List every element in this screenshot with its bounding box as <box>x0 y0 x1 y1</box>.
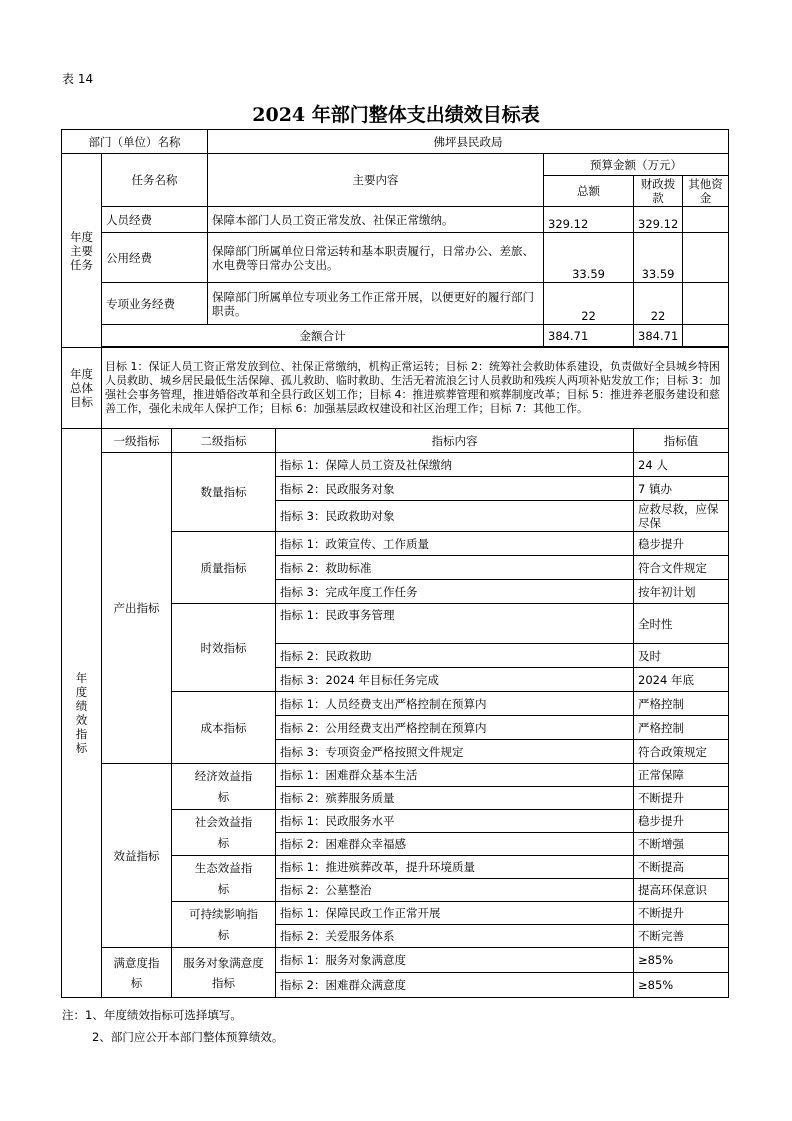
task-other <box>683 283 729 325</box>
indicator-value: 稳步提升 <box>634 532 729 556</box>
indicator-value: 提高环保意识 <box>634 879 729 902</box>
task-other <box>683 207 729 233</box>
indicator-row <box>62 453 729 477</box>
task-name: 专项业务经费 <box>102 283 208 325</box>
indicator-content: 指标 1：服务对象满意度 <box>276 948 634 973</box>
output-label: 产出指标 <box>102 453 172 764</box>
sum-other <box>683 325 729 347</box>
indicator-content: 指标 1：政策宣传、工作质量 <box>276 532 634 556</box>
indicator-value: 不断提升 <box>634 902 729 925</box>
note-item: 2、部门应公开本部门整体预算绩效。 <box>92 1030 284 1044</box>
indicator-content: 指标 3：专项资金严格按照文件规定 <box>276 740 634 764</box>
dept-value: 佛坪县民政局 <box>208 130 729 154</box>
overall-goal-label: 年度总体目标 <box>62 348 102 429</box>
timeliness-label: 时效指标 <box>172 604 276 692</box>
indicator-value: 24 人 <box>634 453 729 477</box>
quality-label: 质量指标 <box>172 532 276 604</box>
task-fiscal: 33.59 <box>634 233 683 283</box>
page-label: 表 14 <box>62 72 94 86</box>
task-row <box>62 233 729 283</box>
indicator-value: 不断提高 <box>634 856 729 879</box>
task-total: 329.12 <box>544 207 634 233</box>
page-title: 2024 年部门整体支出绩效目标表 <box>252 104 540 126</box>
sum-fiscal: 384.71 <box>634 325 683 347</box>
indicators-section-label: 年度绩效指标 <box>62 429 102 998</box>
sum-total: 384.71 <box>544 325 634 347</box>
indicator-content: 指标 1：保障人员工资及社保缴纳 <box>276 453 634 477</box>
task-row <box>62 207 729 233</box>
performance-target-table <box>61 129 729 998</box>
indicator-content: 指标 2：公用经费支出严格控制在预算内 <box>276 716 634 740</box>
indicator-content: 指标 3：完成年度工作任务 <box>276 580 634 604</box>
col-indicator-content: 指标内容 <box>276 429 634 453</box>
note-item: 注：1、年度绩效指标可选择填写。 <box>62 1008 242 1022</box>
task-name: 公用经费 <box>102 233 208 283</box>
indicator-content: 指标 1：推进殡葬改革，提升环境质量 <box>276 856 634 879</box>
indicator-value: 正常保障 <box>634 764 729 787</box>
col-indicator-value: 指标值 <box>634 429 729 453</box>
indicator-content: 指标 3：民政救助对象 <box>276 501 634 532</box>
indicator-value: 符合政策规定 <box>634 740 729 764</box>
indicator-value: 按年初计划 <box>634 580 729 604</box>
indicator-content: 指标 2：救助标准 <box>276 556 634 580</box>
indicator-value: 不断提升 <box>634 787 729 810</box>
indicator-value: 严格控制 <box>634 716 729 740</box>
task-total: 33.59 <box>544 233 634 283</box>
sum-label: 金额合计 <box>102 325 544 347</box>
indicator-row <box>62 764 729 787</box>
indicator-content: 指标 1：保障民政工作正常开展 <box>276 902 634 925</box>
satisfaction-l2-label: 服务对象满意度指标 <box>172 948 276 998</box>
task-content: 保障部门所属单位专项业务工作正常开展，以便更好的履行部门职责。 <box>208 283 544 325</box>
notes <box>62 1004 283 1048</box>
indicator-value: 符合文件规定 <box>634 556 729 580</box>
indicator-content: 指标 3：2024 年目标任务完成 <box>276 668 634 692</box>
col-total: 总额 <box>544 176 634 207</box>
task-total: 22 <box>544 283 634 325</box>
indicator-value: 全时性 <box>634 604 729 644</box>
sustainable-label: 可持续影响指标 <box>172 902 276 948</box>
dept-label: 部门（单位）名称 <box>62 130 208 154</box>
indicator-value: 不断完善 <box>634 925 729 948</box>
indicator-value: 7 镇办 <box>634 477 729 501</box>
indicator-row <box>62 948 729 973</box>
indicator-content: 指标 1：困难群众基本生活 <box>276 764 634 787</box>
indicator-content: 指标 2：困难群众满意度 <box>276 973 634 998</box>
col-l2: 二级指标 <box>172 429 276 453</box>
indicator-content: 指标 2：公墓整治 <box>276 879 634 902</box>
indicator-content: 指标 1：民政事务管理 <box>276 604 634 644</box>
indicator-value: 不断增强 <box>634 833 729 856</box>
task-other <box>683 233 729 283</box>
indicator-value: 严格控制 <box>634 692 729 716</box>
task-row <box>62 283 729 325</box>
task-name: 人员经费 <box>102 207 208 233</box>
indicator-content: 指标 1：人员经费支出严格控制在预算内 <box>276 692 634 716</box>
col-task-name: 任务名称 <box>102 154 208 207</box>
task-content: 保障本部门人员工资正常发放、社保正常缴纳。 <box>208 207 544 233</box>
satisfaction-label: 满意度指标 <box>102 948 172 998</box>
col-l1: 一级指标 <box>102 429 172 453</box>
indicator-value: ≥85% <box>634 973 729 998</box>
indicator-value: 2024 年底 <box>634 668 729 692</box>
col-other: 其他资金 <box>683 176 729 207</box>
overall-goal-text: 目标 1：保证人员工资正常发放到位、社保正常缴纳，机构正常运转；目标 2：统筹社会救助体系建设，负责做好全县城乡特困人员救助、城乡居民最低生活保障、孤儿救助、临时救助、生活无着流浪乞讨人员救助和残疾人两项补贴发放工作；目标 3：加强社会事务管理，推进婚俗改革和全县行政区划工作；目标 4：推进殡葬管理和殡葬制度改革；目标 5：推进养老服务建设和慈善工作，强化未成年人保护工作；目标 6：加强基层政权建设和社区治理工作；目标 7：其他工作。 <box>102 348 729 429</box>
task-content: 保障部门所属单位日常运转和基本职责履行，日常办公、差旅、水电费等日常办公支出。 <box>208 233 544 283</box>
col-main-content: 主要内容 <box>208 154 544 207</box>
task-fiscal: 329.12 <box>634 207 683 233</box>
indicator-content: 指标 1：民政服务水平 <box>276 810 634 833</box>
tasks-section-label: 年度主要任务 <box>62 154 102 348</box>
cost-label: 成本指标 <box>172 692 276 764</box>
col-budget: 预算金额（万元） <box>544 154 729 176</box>
col-fiscal: 财政拨款 <box>634 176 683 207</box>
task-fiscal: 22 <box>634 283 683 325</box>
indicator-content: 指标 2：民政服务对象 <box>276 477 634 501</box>
indicator-content: 指标 2：关爱服务体系 <box>276 925 634 948</box>
indicator-content: 指标 2：民政救助 <box>276 644 634 668</box>
social-label: 社会效益指标 <box>172 810 276 856</box>
indicator-value: 稳步提升 <box>634 810 729 833</box>
indicator-content: 指标 2：困难群众幸福感 <box>276 833 634 856</box>
indicator-value: 应救尽救，应保尽保 <box>634 501 729 532</box>
indicator-content: 指标 2：殡葬服务质量 <box>276 787 634 810</box>
indicator-value: 及时 <box>634 644 729 668</box>
indicator-value: ≥85% <box>634 948 729 973</box>
ecological-label: 生态效益指标 <box>172 856 276 902</box>
economic-label: 经济效益指标 <box>172 764 276 810</box>
benefit-label: 效益指标 <box>102 764 172 948</box>
quantity-label: 数量指标 <box>172 453 276 532</box>
